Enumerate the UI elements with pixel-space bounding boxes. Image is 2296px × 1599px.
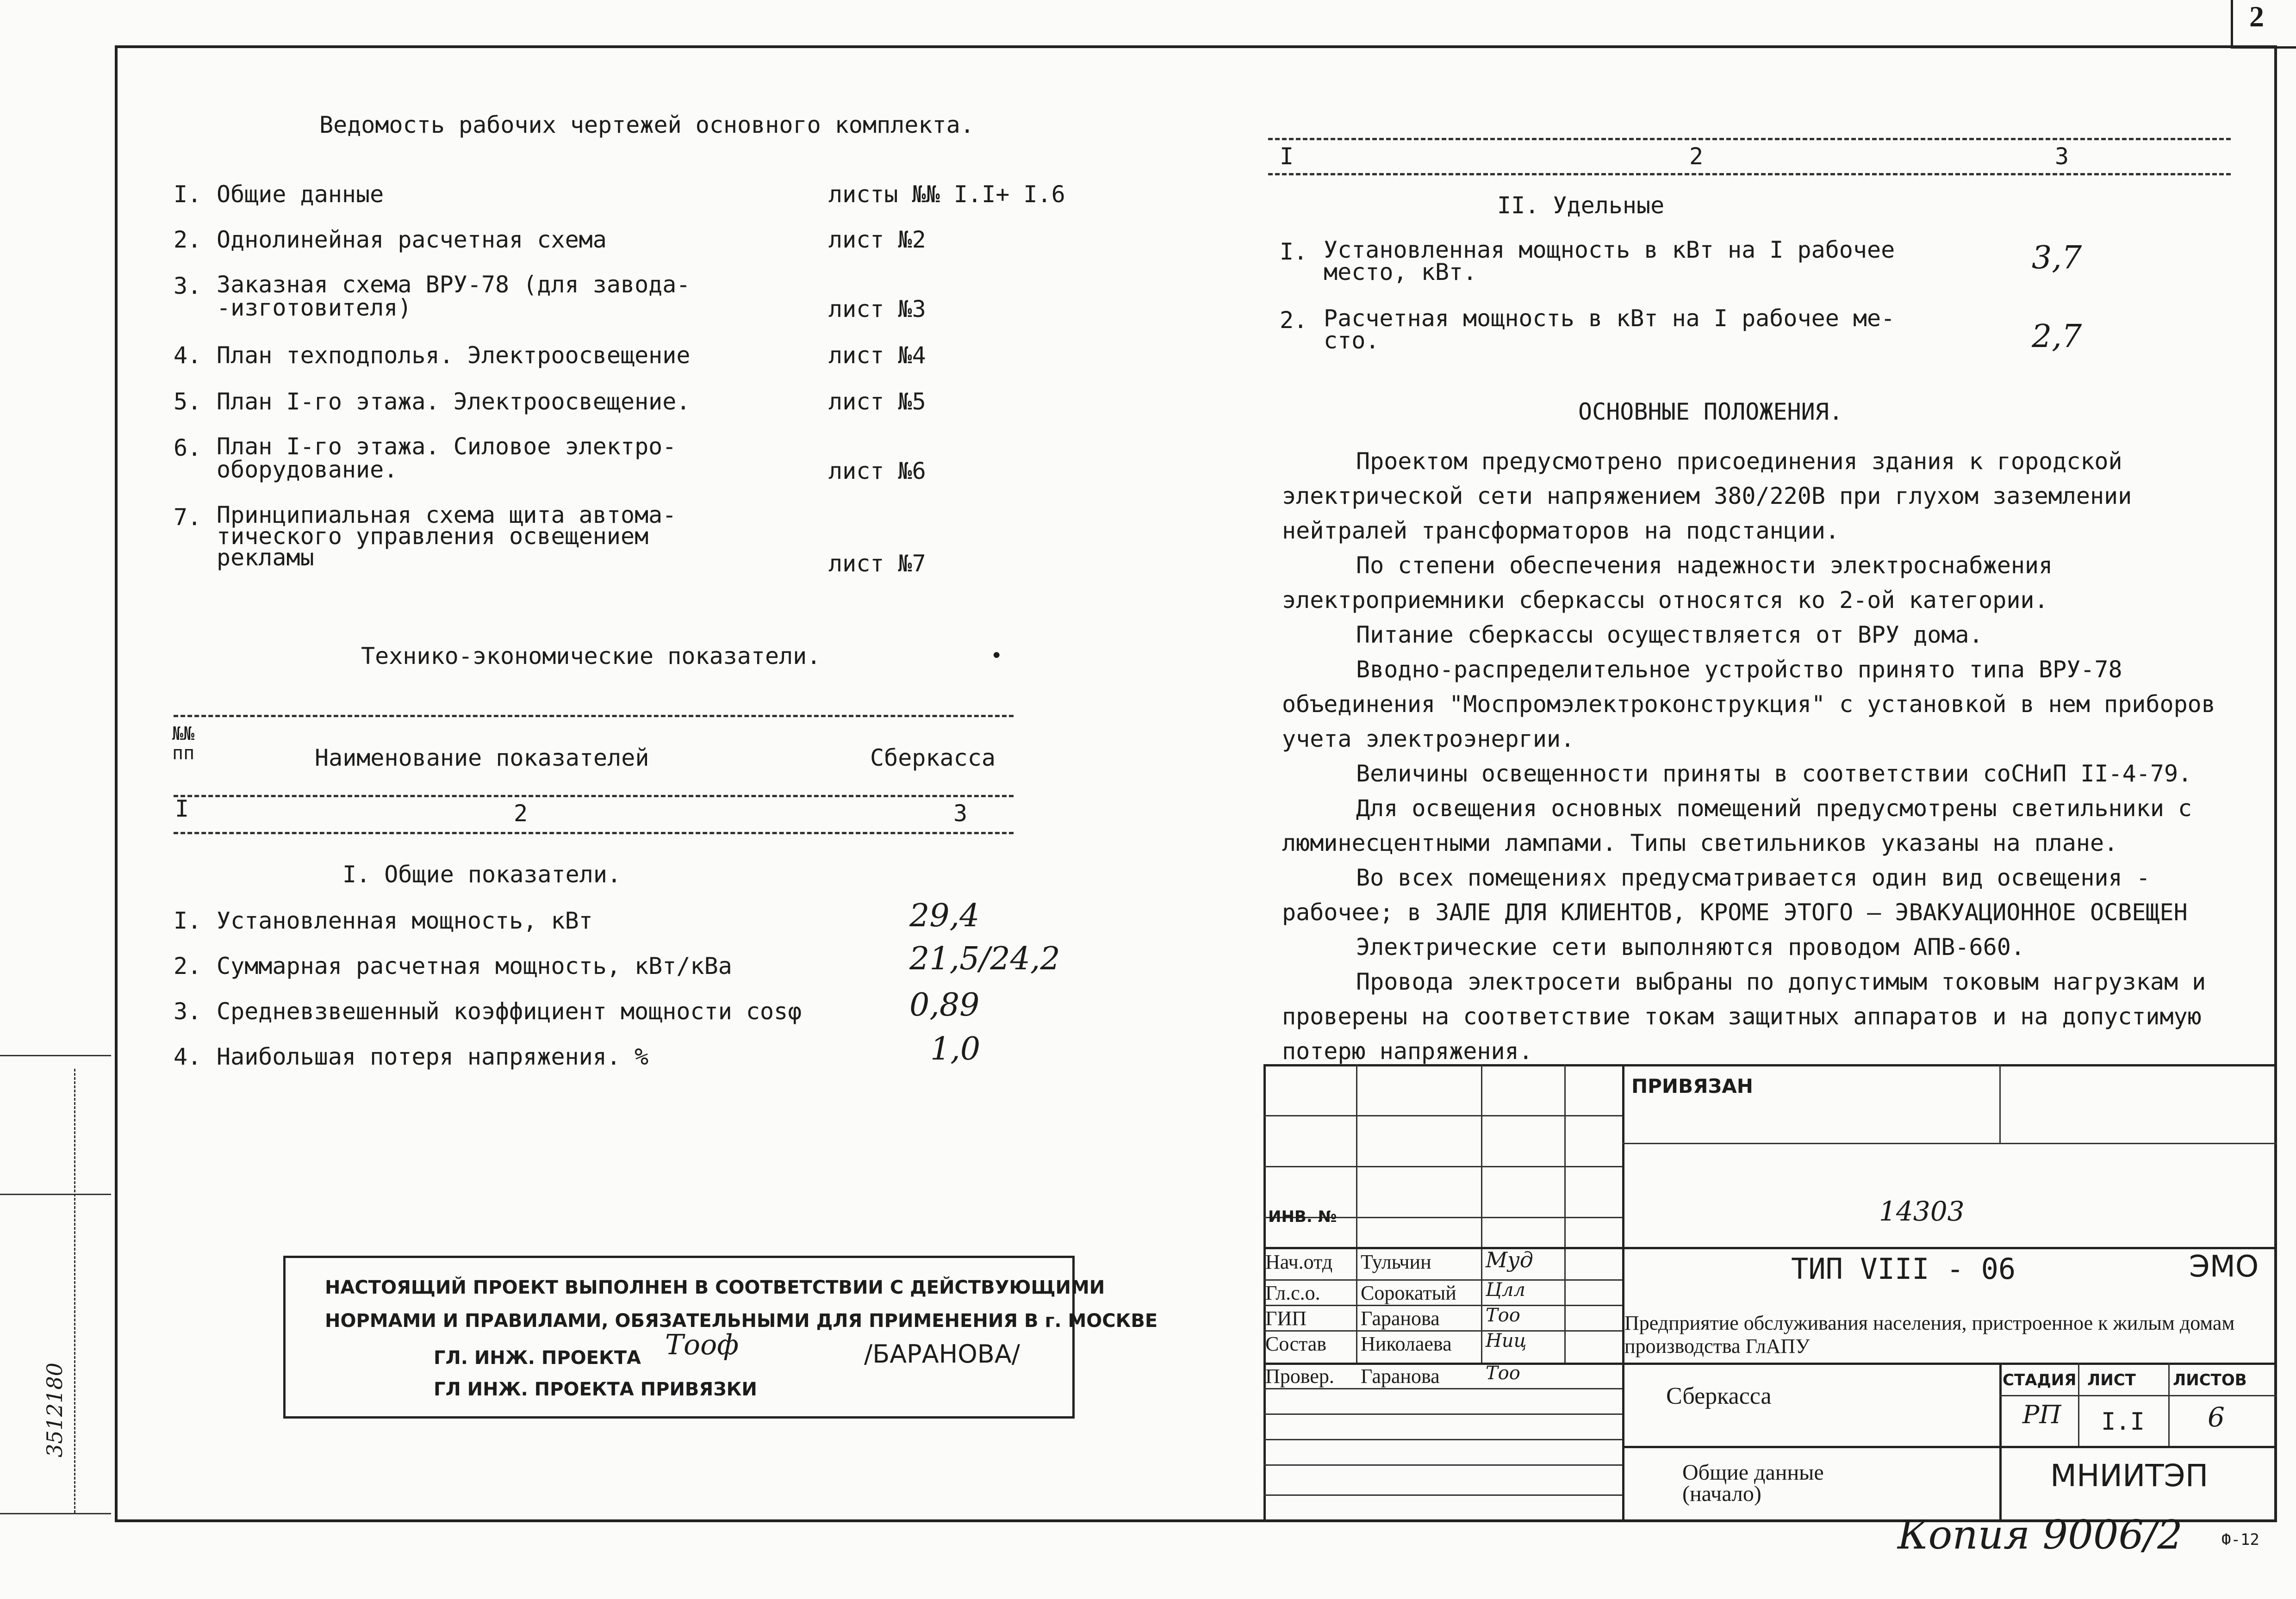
osnovnye-paragraph: Проектом предусмотрено присоединения здания к городской электрической сети напряжением 380/220В при глухом заземлении нейтралей трансформаторов на подстанции. xyxy=(1282,448,2132,544)
stamp-gip-label: ГЛ. ИНЖ. ПРОЕКТА xyxy=(434,1347,641,1369)
copy-stamp: Копия 9006/2 xyxy=(1898,1512,2183,1558)
vedomost-item-name: Принципиальная схема щита автома- тического управления освещением рекламы xyxy=(217,502,677,571)
tep-row-num: I. xyxy=(174,907,202,934)
privyazan-label: ПРИВЯЗАН xyxy=(1631,1075,1753,1097)
doc-title: Общие данные (начало) xyxy=(1682,1460,1824,1506)
grid-line xyxy=(1999,1395,2277,1396)
grid-line xyxy=(1622,1143,2277,1144)
tep-rule xyxy=(174,832,1014,834)
tep-row-num: 2. xyxy=(174,953,202,979)
tep2-colnum-1: I xyxy=(1280,143,1294,170)
grid-line xyxy=(1263,1439,1622,1440)
grid-line xyxy=(2168,1363,2170,1446)
vedomost-item-name: Заказная схема ВРУ-78 (для завода- -изготовителя) xyxy=(217,271,691,321)
stamp-line-1: НАСТОЯЩИЙ ПРОЕКТ ВЫПОЛНЕН В СООТВЕТСТВИИ С ДЕЙСТВУЮЩИМИ xyxy=(325,1277,1105,1298)
sheet-corner-number: 2 xyxy=(2249,0,2264,33)
vedomost-item-num: 4. xyxy=(174,342,202,369)
role-label: Состав xyxy=(1265,1332,1327,1355)
tep-row-name: Установленная мощность, кВт xyxy=(217,907,593,934)
format-label: Ф-12 xyxy=(2221,1531,2259,1549)
vedomost-item-sheet: лист №2 xyxy=(828,226,926,253)
grid-line xyxy=(1622,1446,2277,1448)
tep2-rule xyxy=(1268,138,2231,140)
tep-colnum-3: 3 xyxy=(953,800,968,827)
tep-header-value: Сберкасса xyxy=(870,744,996,771)
sheets-value: 6 xyxy=(2208,1401,2225,1433)
role-label: Нач.отд xyxy=(1265,1251,1333,1273)
margin-note: 3512180 xyxy=(42,1363,67,1457)
tep-section2-title: II. Удельные xyxy=(1497,192,1665,219)
sheets-label: ЛИСТОВ xyxy=(2173,1371,2247,1389)
tep-row-name: Наибольшая потеря напряжения. % xyxy=(217,1043,649,1070)
tep-row-value: 1,0 xyxy=(930,1031,981,1067)
type-code: ТИП VIII - 06 xyxy=(1791,1252,2016,1286)
vedomost-item-num: 3. xyxy=(174,273,202,299)
tep-row-value: 21,5/24,2 xyxy=(909,941,1060,977)
tep-header-rule xyxy=(174,715,1014,717)
tep-colnum-2: 2 xyxy=(514,800,528,827)
vedomost-item-name: План техподполья. Электроосвещение xyxy=(217,342,691,369)
inv-label: ИНВ. № xyxy=(1268,1208,1337,1226)
osnovnye-paragraph: Электрические сети выполняются проводом АПВ-660. xyxy=(1356,934,2025,961)
tep-header-num: №№ пп xyxy=(172,723,195,764)
tep-title: Технико-экономические показатели. xyxy=(361,643,821,669)
role-label: Гл.с.о. xyxy=(1265,1282,1320,1304)
signature: Тоо xyxy=(1486,1363,1520,1384)
signature: Ниц xyxy=(1486,1330,1527,1351)
role-label: Провер. xyxy=(1265,1365,1334,1388)
role-name: Гаранова xyxy=(1361,1307,1440,1330)
margin-mark xyxy=(0,1055,111,1056)
tep-row-value: 0,89 xyxy=(909,987,980,1023)
osnovnye-paragraph: Провода электросети выбраны по допустимым токовым нагрузкам и проверены на соответствие токам защитных аппаратов и на допустимую потерю напряжения. xyxy=(1282,968,2206,1065)
tep2-colnum-2: 2 xyxy=(1689,143,1704,170)
grid-line xyxy=(1263,1464,1622,1466)
vedomost-item-num: 6. xyxy=(174,434,202,461)
grid-line xyxy=(1356,1064,1357,1363)
osnovnye-paragraph: Вводно-распределительное устройство принято типа ВРУ-78 объединения "Моспромэлектроконструкция" с установкой в нем приборов учета электроэнергии. xyxy=(1282,656,2215,752)
osnovnye-paragraph: Величины освещенности приняты в соответствии соСНиП II-4-79. xyxy=(1356,760,2192,787)
role-name: Гаранова xyxy=(1361,1365,1440,1388)
tep-row-name: Средневзвешенный коэффициент мощности cosφ xyxy=(217,998,802,1025)
tep2-colnum-3: 3 xyxy=(2055,143,2069,170)
stamp-line-2: НОРМАМИ И ПРАВИЛАМИ, ОБЯЗАТЕЛЬНЫМИ ДЛЯ ПРИМЕНЕНИЯ В г. МОСКВЕ xyxy=(325,1310,1158,1332)
org-name: МНИИТЭП xyxy=(2050,1458,2209,1494)
role-label: ГИП xyxy=(1265,1307,1307,1330)
vedomost-item-num: I. xyxy=(174,181,202,208)
osnovnye-paragraph: По степени обеспечения надежности электроснабжения электроприемники сберкассы относятся ко 2-ой категории. xyxy=(1282,552,2053,614)
corner-box-border xyxy=(2231,0,2233,46)
grid-line xyxy=(2078,1363,2079,1446)
vedomost-item-num: 5. xyxy=(174,388,202,415)
object-name: Сберкасса xyxy=(1666,1383,1772,1409)
tep-row-value: 29,4 xyxy=(909,898,980,934)
tep2-row-num: I. xyxy=(1280,238,1308,265)
title-block xyxy=(1263,1064,2277,1522)
tep2-row-value: 3,7 xyxy=(2032,240,2082,276)
tep2-row-num: 2. xyxy=(1280,307,1308,334)
tep2-row-name: Расчетная мощность в кВт на I рабочее ме- сто. xyxy=(1324,305,1895,354)
grid-line xyxy=(1999,1363,2002,1522)
vedomost-item-sheet: лист №3 xyxy=(828,296,926,322)
stamp-gip-name: /БАРАНОВА/ xyxy=(864,1339,1020,1369)
osnovnye-title: ОСНОВНЫЕ ПОЛОЖЕНИЯ. xyxy=(1578,398,1843,425)
margin-mark xyxy=(0,1194,111,1195)
tep-row-num: 3. xyxy=(174,998,202,1025)
stamp-gip-privyazki-label: ГЛ ИНЖ. ПРОЕКТА ПРИВЯЗКИ xyxy=(434,1379,757,1400)
vedomost-item-sheet: лист №7 xyxy=(828,550,926,577)
osnovnye-paragraph: Во всех помещениях предусматривается один вид освещения - рабочее; в ЗАЛЕ ДЛЯ КЛИЕНТОВ, КРОМЕ ЭТОГО — ЭВАКУАЦИОННОЕ ОСВЕЩЕН xyxy=(1282,864,2188,926)
vedomost-item-sheet: лист №6 xyxy=(828,458,926,484)
grid-line xyxy=(1622,1064,1624,1522)
vedomost-item-name: Общие данные xyxy=(217,181,384,208)
signature: Цлл xyxy=(1486,1279,1525,1301)
vedomost-item-num: 2. xyxy=(174,226,202,253)
vedomost-item-sheet: листы №№ I.I+ I.6 xyxy=(828,181,1065,208)
grid-line xyxy=(1263,1115,1622,1116)
inv-number: 14303 xyxy=(1879,1196,1965,1227)
signature: Тоо xyxy=(1486,1305,1520,1326)
role-name: Тульчин xyxy=(1361,1251,1431,1273)
osnovnye-text xyxy=(1282,444,2226,1069)
tep-colnum-1: I xyxy=(175,795,189,822)
tep-row-name: Суммарная расчетная мощность, кВт/кВа xyxy=(217,953,732,979)
grid-line xyxy=(1263,1166,1622,1167)
grid-line xyxy=(1481,1064,1482,1363)
grid-line xyxy=(1564,1064,1566,1363)
vedomost-item-sheet: лист №5 xyxy=(828,388,926,415)
role-name: Николаева xyxy=(1361,1332,1452,1355)
osnovnye-paragraph: Для освещения основных помещений предусмотрены светильники с люминесцентными лампами. Типы светильников указаны на плане. xyxy=(1282,795,2192,856)
org-description: Предприятие обслуживания населения, пристроенное к жилым домам производства ГлАПУ xyxy=(1624,1312,2235,1357)
margin-mark xyxy=(0,1513,111,1514)
vedomost-item-sheet: лист №4 xyxy=(828,342,926,369)
osnovnye-paragraph: Питание сберкассы осуществляется от ВРУ дома. xyxy=(1356,621,1983,648)
grid-line xyxy=(1999,1064,2001,1143)
stage-label: СТАДИЯ xyxy=(2003,1371,2077,1389)
vedomost-item-name: Однолинейная расчетная схема xyxy=(217,226,607,253)
tep2-row-name: Установленная мощность в кВт на I рабочее место, кВт. xyxy=(1324,236,1895,285)
tep-row-num: 4. xyxy=(174,1043,202,1070)
stamp-signature: Тооф xyxy=(665,1329,739,1361)
sheet-code: ЭМО xyxy=(2189,1250,2259,1284)
stage-value: РП xyxy=(2022,1400,2061,1429)
sheet-value: I.I xyxy=(2101,1408,2145,1436)
vedomost-item-name: План I-го этажа. Электроосвещение. xyxy=(217,388,691,415)
vedomost-item-name: План I-го этажа. Силовое электро- оборудование. xyxy=(217,433,677,483)
tep2-row-value: 2,7 xyxy=(2032,318,2082,355)
grid-line xyxy=(1263,1494,1622,1496)
dot-mark: • xyxy=(990,644,1003,668)
compliance-stamp xyxy=(283,1256,1158,1419)
grid-line xyxy=(1263,1413,1622,1415)
signature: Муд xyxy=(1486,1247,1533,1272)
sheet-label: ЛИСТ xyxy=(2087,1371,2136,1389)
tep-section1-title: I. Общие показатели. xyxy=(342,861,622,888)
vedomost-title: Ведомость рабочих чертежей основного комплекта. xyxy=(319,112,974,138)
vedomost-item-num: 7. xyxy=(174,504,202,531)
tep-header-name: Наименование показателей xyxy=(315,744,649,771)
margin-line xyxy=(74,1069,75,1513)
role-name: Сорокатый xyxy=(1361,1282,1456,1304)
tep-rule xyxy=(174,795,1014,797)
tep2-rule xyxy=(1268,173,2231,175)
